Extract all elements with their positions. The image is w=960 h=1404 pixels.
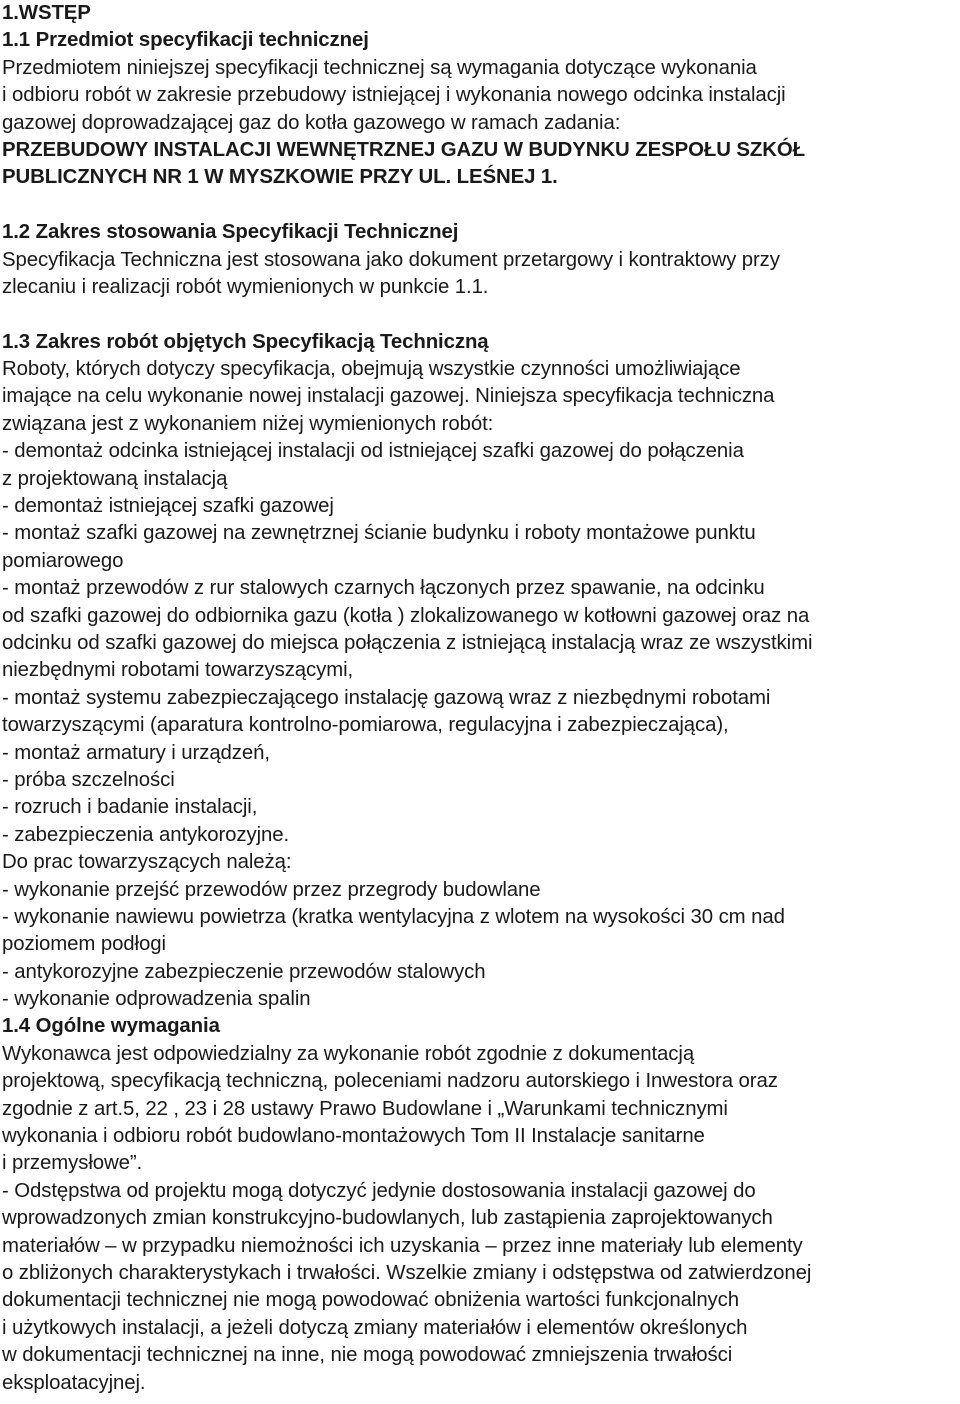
paragraph-line: - Odstępstwa od projektu mogą dotyczyć jedynie dostosowania instalacji gazowej do [2,1179,756,1202]
paragraph-line: i użytkowych instalacji, a jeżeli dotyczą zmiany materiałów i elementów określonych [2,1316,748,1339]
list-item: - wykonanie nawiewu powietrza (kratka wentylacyjna z wlotem na wysokości 30 cm nad [2,905,785,928]
paragraph-line: i odbioru robót w zakresie przebudowy istniejącej i wykonania nowego odcinka instalacji [2,84,786,107]
list-item: - rozruch i badanie instalacji, [2,796,258,819]
paragraph-line: projektową, specyfikacją techniczną, poleceniami nadzoru autorskiego i Inwestora oraz [2,1070,778,1093]
paragraph-line: zgodnie z art.5, 22 , 23 i 28 ustawy Prawo Budowlane i „Warunkami technicznymi [2,1097,728,1120]
paragraph-line: Do prac towarzyszących należą: [2,851,292,874]
section-1-3-title: 1.3 Zakres robót objętych Specyfikacją Techniczną [2,330,489,353]
section-1-3 [0,329,960,1014]
section-1-4-title: 1.4 Ogólne wymagania [2,1015,220,1038]
list-item: od szafki gazowej do odbiornika gazu (kotła ) zlokalizowanego w kotłowni gazowej oraz na [2,604,810,627]
list-item: - próba szczelności [2,768,175,791]
list-item: - demontaż odcinka istniejącej instalacji od istniejącej szafki gazowej do połączenia [2,440,744,463]
paragraph-line: Roboty, których dotyczy specyfikacja, obejmują wszystkie czynności umożliwiające [2,358,741,381]
paragraph-line: imające na celu wykonanie nowej instalacji gazowej. Niniejsza specyfikacja techniczna [2,385,775,408]
spacer [0,301,960,328]
paragraph-line: dokumentacji technicznej nie mogą powodować obniżenia wartości funkcjonalnych [2,1289,739,1312]
paragraph-line: wykonania i odbioru robót budowlano-montażowych Tom II Instalacje sanitarne [2,1125,705,1148]
list-item: towarzyszącymi (aparatura kontrolno-pomiarowa, regulacyjna i zabezpieczająca), [2,714,729,737]
section-1-4 [0,1013,960,1396]
paragraph-line: gazowej doprowadzającej gaz do kotła gazowego w ramach zadania: [2,111,621,134]
section-1-1-title: 1.1 Przedmiot specyfikacji technicznej [2,29,369,52]
spacer [0,192,960,219]
paragraph-line: w dokumentacji technicznej na inne, nie mogą powodować zmniejszenia trwałości [2,1344,733,1367]
section-1-2-title: 1.2 Zakres stosowania Specyfikacji Technicznej [2,221,459,244]
list-item: - zabezpieczenia antykorozyjne. [2,823,290,846]
heading-wstep: 1.WSTĘP [2,2,91,24]
project-title-line: PRZEBUDOWY INSTALACJI WEWNĘTRZNEJ GAZU W BUDYNKU ZESPOŁU SZKÓŁ [2,138,806,161]
list-item: odcinku od szafki gazowej do miejsca połączenia z istniejącą instalacją wraz ze wszystkimi [2,631,813,654]
paragraph-line: i przemysłowe”. [2,1152,143,1175]
list-item: - antykorozyjne zabezpieczenie przewodów stalowych [2,960,486,983]
list-item: - wykonanie przejść przewodów przez przegrody budowlane [2,878,541,901]
paragraph-line: materiałów – w przypadku niemożności ich uzyskania – przez inne materiały lub elementy [2,1234,803,1257]
paragraph-line: o zbliżonych charakterystykach i trwałości. Wszelkie zmiany i odstępstwa od zatwierdzonej [2,1261,812,1284]
section-1-1 [0,27,960,191]
list-item: - wykonanie odprowadzenia spalin [2,988,311,1011]
list-item: - montaż szafki gazowej na zewnętrznej ścianie budynku i roboty montażowe punktu [2,522,756,545]
paragraph-line: Wykonawca jest odpowiedzialny za wykonanie robót zgodnie z dokumentacją [2,1042,695,1065]
paragraph-line: wprowadzonych zmian konstrukcyjno-budowlanych, lub zastąpienia zaprojektowanych [2,1207,773,1230]
paragraph-line: eksploatacyjnej. [2,1371,146,1394]
paragraph-line: zlecaniu i realizacji robót wymienionych w punkcie 1.1. [2,275,489,298]
list-item: - montaż armatury i urządzeń, [2,741,270,764]
project-title-line: PUBLICZNYCH NR 1 W MYSZKOWIE PRZY UL. LEŚNEJ 1. [2,166,558,189]
list-item: pomiarowego [2,549,124,572]
list-item: poziomem podłogi [2,933,166,956]
list-item: z projektowaną instalacją [2,467,228,490]
list-item: - montaż przewodów z rur stalowych czarnych łączonych przez spawanie, na odcinku [2,577,765,600]
list-item: niezbędnymi robotami towarzyszącymi, [2,659,354,682]
section-1-2 [0,219,960,301]
paragraph-line: Specyfikacja Techniczna jest stosowana jako dokument przetargowy i kontraktowy przy [2,248,780,271]
paragraph-line: związana jest z wykonaniem niżej wymienionych robót: [2,412,494,435]
list-item: - demontaż istniejącej szafki gazowej [2,495,334,518]
list-item: - montaż systemu zabezpieczającego instalację gazową wraz z niezbędnymi robotami [2,686,771,709]
paragraph-line: Przedmiotem niniejszej specyfikacji technicznej są wymagania dotyczące wykonania [2,56,757,79]
